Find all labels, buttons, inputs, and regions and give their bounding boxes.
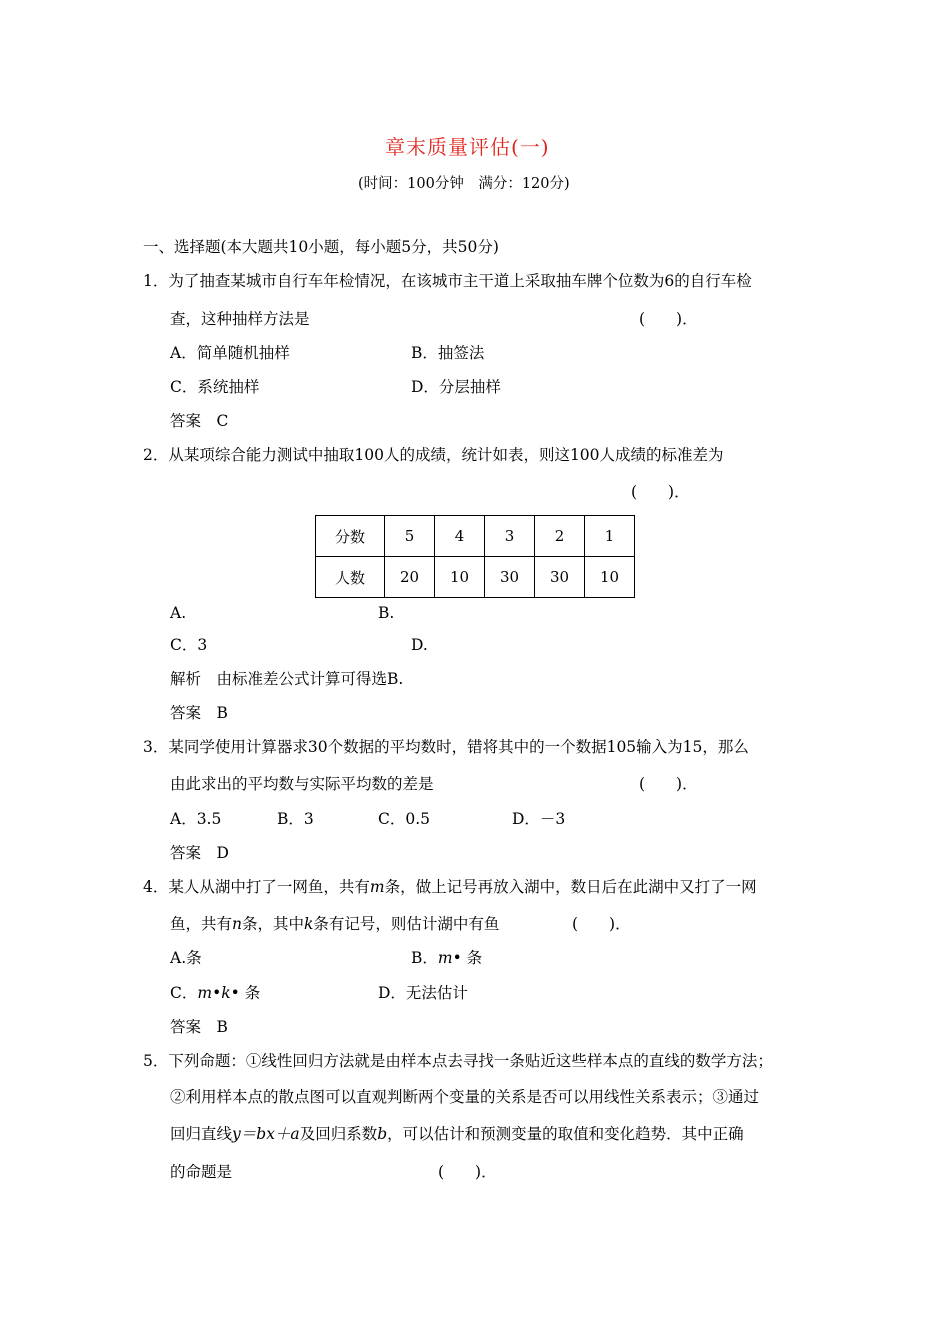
table-cell: 30 xyxy=(485,557,535,598)
q4-option-c xyxy=(170,983,260,1003)
option-label: B． xyxy=(411,949,438,967)
var-m: m xyxy=(369,878,385,896)
q4-text: 4．某人从湖中打了一网鱼，共有 xyxy=(143,878,370,896)
section-heading: 一、选择题(本大题共10小题，每小题5分，共50分) xyxy=(143,238,499,256)
q1-option-a: A．简单随机抽样 xyxy=(170,344,290,362)
table-cell: 2 xyxy=(535,516,585,557)
var-b: b xyxy=(377,1125,388,1143)
q3-option-a: A．3.5 xyxy=(170,810,222,828)
q5-paren: ( )． xyxy=(438,1163,497,1181)
q4-text: 条，其中 xyxy=(242,915,305,933)
var-k: k xyxy=(304,915,314,933)
var-m: m xyxy=(437,949,453,967)
q4-option-a: A.条 xyxy=(170,949,202,967)
dot: • xyxy=(212,984,222,1002)
q3-paren: ( )． xyxy=(639,775,698,793)
table-cell: 3 xyxy=(485,516,535,557)
page-title: 章末质量评估(一) xyxy=(385,135,550,159)
q4-option-b xyxy=(411,948,482,968)
table-cell: 5 xyxy=(385,516,435,557)
q5-text: 回归直线 xyxy=(170,1125,233,1143)
q2-option-b: B. xyxy=(378,604,395,622)
q2-paren: ( )． xyxy=(631,483,690,501)
q2-analysis: 解析 由标准差公式计算可得选B. xyxy=(170,670,404,688)
table-cell: 4 xyxy=(435,516,485,557)
q3-answer: 答案 D xyxy=(170,844,229,862)
q4-text: 条有记号，则估计湖中有鱼 xyxy=(313,915,500,933)
q1-option-d: D．分层抽样 xyxy=(411,378,501,396)
q5-line1: 5．下列命题：①线性回归方法就是由样本点去寻找一条贴近这些样本点的直线的数学方法； xyxy=(143,1052,773,1070)
q1-option-c: C．系统抽样 xyxy=(170,378,260,396)
table-row xyxy=(316,557,635,598)
var-k: k xyxy=(221,984,231,1002)
q4-line2 xyxy=(170,914,499,934)
q3-option-c: C．0.5 xyxy=(378,810,431,828)
table-cell: 30 xyxy=(535,557,585,598)
q5-line3 xyxy=(170,1124,744,1144)
table-cell: 20 xyxy=(385,557,435,598)
q3-line1: 3．某同学使用计算器求30个数据的平均数时，错将其中的一个数据105输入为15，那么 xyxy=(143,738,749,756)
q4-line1 xyxy=(143,877,757,897)
table-cell: 1 xyxy=(585,516,635,557)
var-m: m xyxy=(197,984,213,1002)
q2-option-a: A. xyxy=(170,604,187,622)
q2-option-c: C．3 xyxy=(170,636,208,654)
option-text: • 条 xyxy=(230,984,261,1002)
q5-text: ，可以估计和预测变量的取值和变化趋势．其中正确 xyxy=(387,1125,744,1143)
q4-paren: ( )． xyxy=(572,915,631,933)
q4-answer: 答案 B xyxy=(170,1018,228,1036)
q3-option-b: B．3 xyxy=(277,810,314,828)
q2-option-d: D. xyxy=(411,636,428,654)
regression-equation: y＝bx＋a xyxy=(232,1125,300,1143)
q1-answer: 答案 C xyxy=(170,412,229,430)
q4-option-d: D．无法估计 xyxy=(378,984,468,1002)
option-label: C． xyxy=(170,984,198,1002)
var-n: n xyxy=(232,915,242,933)
q5-line2: ②利用样本点的散点图可以直观判断两个变量的关系是否可以用线性关系表示；③通过 xyxy=(170,1088,760,1106)
table-cell: 分数 xyxy=(316,516,385,557)
q5-line4: 的命题是 xyxy=(170,1163,233,1181)
table-cell: 人数 xyxy=(316,557,385,598)
q1-line1: 1．为了抽查某城市自行车年检情况，在该城市主干道上采取抽车牌个位数为6的自行车检 xyxy=(143,272,752,290)
q1-line2: 查，这种抽样方法是 xyxy=(170,310,310,328)
table-cell: 10 xyxy=(585,557,635,598)
option-text: • 条 xyxy=(452,949,483,967)
q4-text: 鱼，共有 xyxy=(170,915,233,933)
q3-option-d: D．－3 xyxy=(512,810,566,828)
q2-line1: 2．从某项综合能力测试中抽取100人的成绩，统计如表，则这100人成绩的标准差为 xyxy=(143,446,724,464)
table-row xyxy=(316,516,635,557)
q3-line2: 由此求出的平均数与实际平均数的差是 xyxy=(170,775,434,793)
page-subtitle: (时间：100分钟 满分：120分) xyxy=(358,176,570,192)
q1-option-b: B．抽签法 xyxy=(411,344,485,362)
q5-text: 及回归系数 xyxy=(299,1125,378,1143)
score-table xyxy=(315,515,635,598)
q1-paren: ( )． xyxy=(639,310,698,328)
q4-text: 条，做上记号再放入湖中，数日后在此湖中又打了一网 xyxy=(384,878,757,896)
q2-answer: 答案 B xyxy=(170,704,228,722)
table-cell: 10 xyxy=(435,557,485,598)
